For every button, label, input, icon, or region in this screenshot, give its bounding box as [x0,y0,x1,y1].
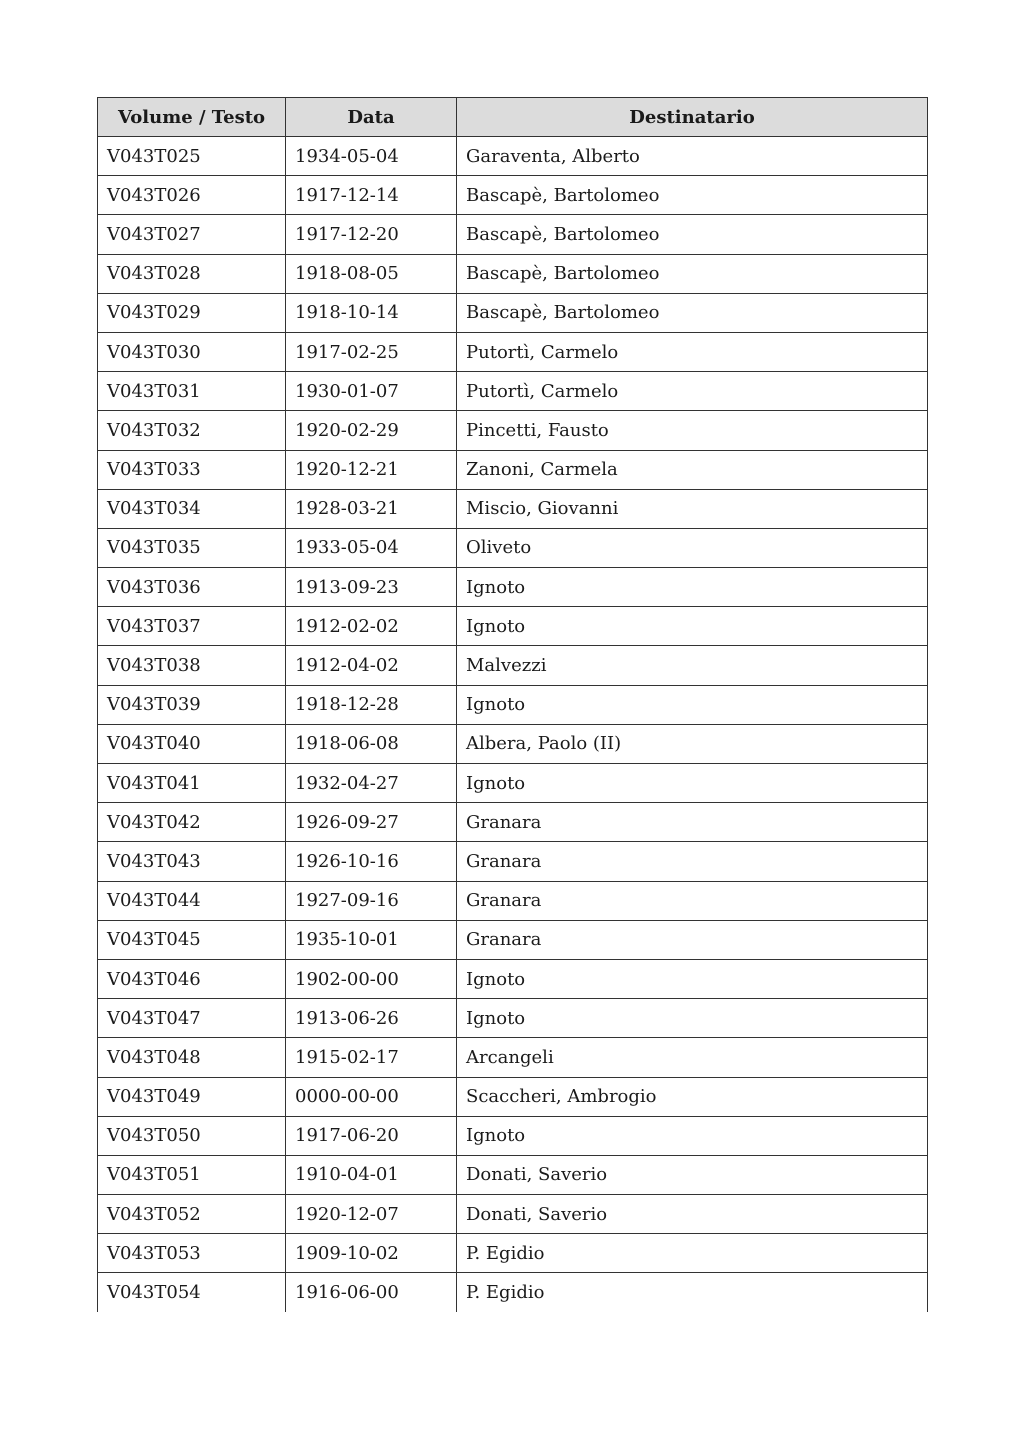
table-row [98,1116,928,1155]
table-row [98,1077,928,1116]
cell-data: 1934-05-04 [286,137,457,176]
table-row [98,1195,928,1234]
table-row [98,999,928,1038]
cell-data: 1917-02-25 [286,332,457,371]
cell-volume-testo: V043T030 [98,332,286,371]
cell-volume-testo: V043T026 [98,176,286,215]
table-row [98,254,928,293]
column-header-destinatario: Destinatario [457,98,928,137]
cell-destinatario: Putortì, Carmelo [457,332,928,371]
cell-destinatario: Granara [457,803,928,842]
table-body [98,137,928,1313]
cell-data: 1932-04-27 [286,764,457,803]
cell-data: 1926-10-16 [286,842,457,881]
table-row [98,607,928,646]
table-row [98,764,928,803]
cell-destinatario: Ignoto [457,959,928,998]
table-row [98,646,928,685]
cell-destinatario: Granara [457,920,928,959]
cell-volume-testo: V043T040 [98,724,286,763]
table-row [98,450,928,489]
cell-volume-testo: V043T032 [98,411,286,450]
cell-destinatario: Zanoni, Carmela [457,450,928,489]
cell-data: 1917-12-20 [286,215,457,254]
cell-destinatario: Ignoto [457,685,928,724]
table-row [98,528,928,567]
cell-destinatario: Oliveto [457,528,928,567]
cell-data: 1902-00-00 [286,959,457,998]
cell-volume-testo: V043T042 [98,803,286,842]
cell-data: 1913-09-23 [286,568,457,607]
cell-destinatario: Ignoto [457,568,928,607]
table-row [98,372,928,411]
cell-data: 1926-09-27 [286,803,457,842]
cell-destinatario: Pincetti, Fausto [457,411,928,450]
table-header-row [98,98,928,137]
cell-volume-testo: V043T051 [98,1155,286,1194]
cell-destinatario: Ignoto [457,1116,928,1155]
table-row [98,176,928,215]
table-row [98,411,928,450]
cell-destinatario: Bascapè, Bartolomeo [457,293,928,332]
cell-data: 1935-10-01 [286,920,457,959]
cell-destinatario: Garaventa, Alberto [457,137,928,176]
cell-data: 1927-09-16 [286,881,457,920]
table-row [98,920,928,959]
cell-data: 0000-00-00 [286,1077,457,1116]
table-row [98,568,928,607]
cell-volume-testo: V043T036 [98,568,286,607]
table-row [98,724,928,763]
cell-volume-testo: V043T038 [98,646,286,685]
letters-table [97,97,928,1312]
cell-data: 1912-04-02 [286,646,457,685]
cell-data: 1918-08-05 [286,254,457,293]
table-row [98,1155,928,1194]
cell-data: 1920-12-07 [286,1195,457,1234]
cell-data: 1918-10-14 [286,293,457,332]
cell-volume-testo: V043T043 [98,842,286,881]
cell-volume-testo: V043T031 [98,372,286,411]
cell-data: 1917-12-14 [286,176,457,215]
cell-volume-testo: V043T028 [98,254,286,293]
cell-destinatario: Bascapè, Bartolomeo [457,176,928,215]
table-row [98,215,928,254]
cell-volume-testo: V043T033 [98,450,286,489]
table-row [98,842,928,881]
cell-data: 1933-05-04 [286,528,457,567]
cell-volume-testo: V043T050 [98,1116,286,1155]
table-row [98,803,928,842]
cell-destinatario: Granara [457,842,928,881]
cell-volume-testo: V043T034 [98,489,286,528]
cell-destinatario: Arcangeli [457,1038,928,1077]
cell-data: 1928-03-21 [286,489,457,528]
cell-volume-testo: V043T041 [98,764,286,803]
cell-volume-testo: V043T046 [98,959,286,998]
cell-data: 1913-06-26 [286,999,457,1038]
cell-destinatario: Ignoto [457,999,928,1038]
cell-volume-testo: V043T053 [98,1234,286,1273]
cell-destinatario: P. Egidio [457,1234,928,1273]
cell-data: 1920-12-21 [286,450,457,489]
cell-data: 1917-06-20 [286,1116,457,1155]
cell-destinatario: Albera, Paolo (II) [457,724,928,763]
cell-volume-testo: V043T029 [98,293,286,332]
cell-destinatario: Granara [457,881,928,920]
cell-volume-testo: V043T047 [98,999,286,1038]
cell-destinatario: Putortì, Carmelo [457,372,928,411]
table-row [98,137,928,176]
table-row [98,489,928,528]
cell-destinatario: Bascapè, Bartolomeo [457,254,928,293]
cell-destinatario: Bascapè, Bartolomeo [457,215,928,254]
cell-volume-testo: V043T035 [98,528,286,567]
cell-data: 1912-02-02 [286,607,457,646]
table-row [98,685,928,724]
cell-destinatario: Malvezzi [457,646,928,685]
cell-data: 1918-06-08 [286,724,457,763]
table-row [98,293,928,332]
cell-destinatario: Ignoto [457,607,928,646]
cell-volume-testo: V043T025 [98,137,286,176]
cell-data: 1918-12-28 [286,685,457,724]
table-row [98,332,928,371]
cell-data: 1920-02-29 [286,411,457,450]
cell-data: 1910-04-01 [286,1155,457,1194]
cell-destinatario: Donati, Saverio [457,1195,928,1234]
cell-destinatario: Donati, Saverio [457,1155,928,1194]
cell-data: 1915-02-17 [286,1038,457,1077]
cell-volume-testo: V043T037 [98,607,286,646]
cell-volume-testo: V043T045 [98,920,286,959]
cell-data: 1930-01-07 [286,372,457,411]
table-row [98,1038,928,1077]
cell-volume-testo: V043T027 [98,215,286,254]
cell-destinatario: Ignoto [457,764,928,803]
cell-volume-testo: V043T054 [98,1273,286,1312]
column-header-volume-testo: Volume / Testo [98,98,286,137]
table-row [98,881,928,920]
cell-volume-testo: V043T052 [98,1195,286,1234]
cell-data: 1909-10-02 [286,1234,457,1273]
cell-volume-testo: V043T039 [98,685,286,724]
column-header-data: Data [286,98,457,137]
cell-destinatario: P. Egidio [457,1273,928,1312]
table-row [98,959,928,998]
cell-destinatario: Scaccheri, Ambrogio [457,1077,928,1116]
cell-volume-testo: V043T049 [98,1077,286,1116]
cell-destinatario: Miscio, Giovanni [457,489,928,528]
cell-volume-testo: V043T048 [98,1038,286,1077]
table-row [98,1273,928,1312]
table-row [98,1234,928,1273]
cell-data: 1916-06-00 [286,1273,457,1312]
cell-volume-testo: V043T044 [98,881,286,920]
